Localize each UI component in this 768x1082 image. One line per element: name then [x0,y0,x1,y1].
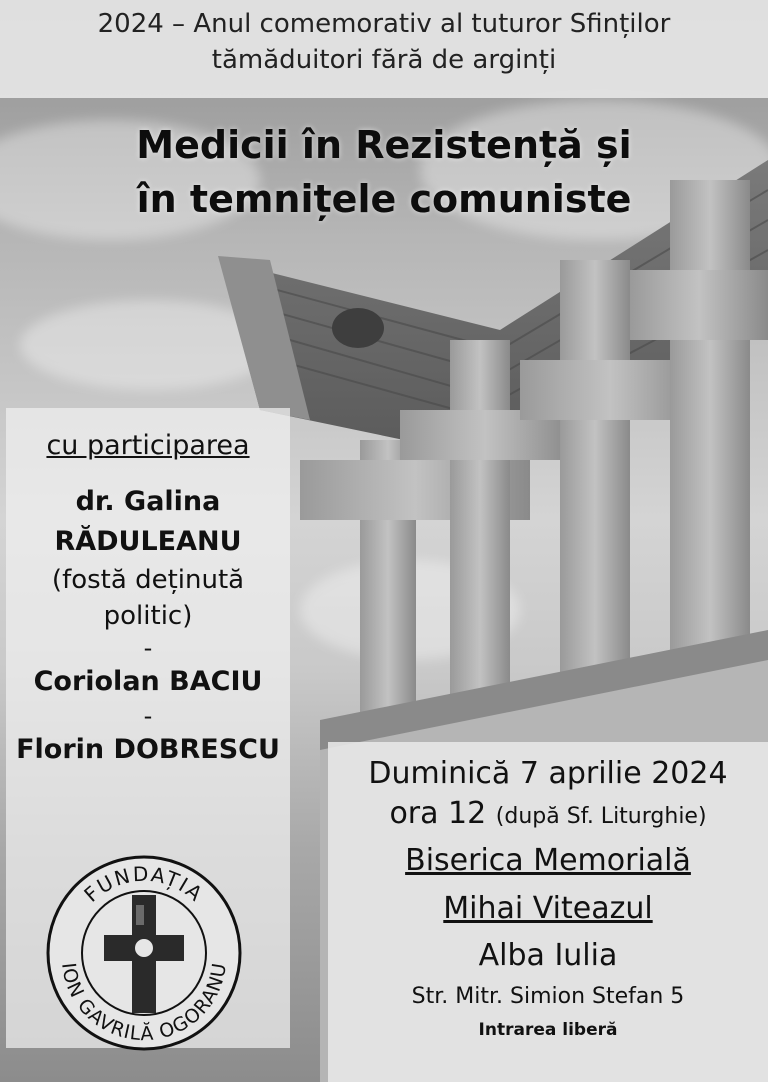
participant-1-note-line-1: (fostă deținută [51,565,245,595]
foundation-logo [44,853,244,1053]
event-place-line-2: Mihai Viteazul [443,891,653,926]
separator: - [143,634,153,662]
participants-heading: cu participarea [46,430,250,461]
participant-3-name: Florin DOBRESCU [16,734,280,765]
main-title [0,118,768,226]
top-banner [0,0,768,98]
event-time-line [328,794,768,837]
event-time: ora 12 [389,796,487,831]
event-date: Duminică 7 aprilie 2024 [368,756,728,791]
event-place-line-1: Biserica Memorială [405,843,691,878]
event-city: Alba Iulia [478,938,618,973]
event-street: Str. Mitr. Simion Stefan 5 [411,984,685,1009]
banner-line-2: tămăduitori fără de arginți [211,45,557,75]
participant-1-note-line-2: politic) [103,601,193,631]
logo-bottom-text: ION GAVRILĂ OGORANU [57,960,232,1046]
logo-top-text: FUNDAȚIA [79,861,209,907]
participant-1-name-line-2: RĂDULEANU [54,526,242,557]
title-line-1: Medicii în Rezistență și [136,123,632,167]
separator: - [143,702,153,730]
title-line-2: în temnițele comuniste [136,177,632,221]
event-entry: Intrarea liberă [478,1020,618,1040]
event-panel [328,742,768,1082]
banner-line-1: 2024 – Anul comemorativ al tuturor Sfinților [97,9,671,39]
participant-2-name: Coriolan BACIU [33,666,263,697]
participant-1-name-line-1: dr. Galina [75,486,221,517]
event-time-note: (după Sf. Liturghie) [495,804,707,829]
